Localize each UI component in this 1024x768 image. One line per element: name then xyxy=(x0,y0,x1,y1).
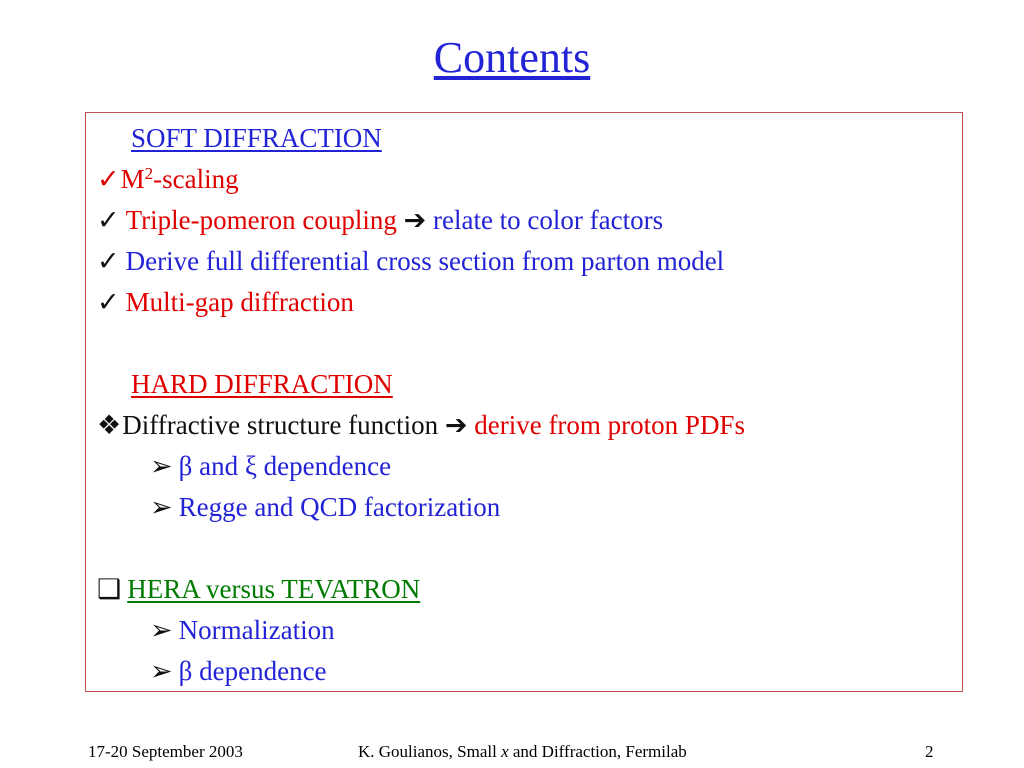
footer-citation xyxy=(358,742,687,762)
four-diamond-icon: ❖ xyxy=(97,410,122,440)
diffractive-structure-item xyxy=(97,409,745,441)
derive-cross-section-item xyxy=(97,245,724,277)
page-title: Contents xyxy=(433,33,591,82)
derive-cross-section-text: Derive full differential cross section from parton model xyxy=(125,246,725,276)
m2-suffix: -scaling xyxy=(153,164,239,194)
m2-superscript: 2 xyxy=(144,164,154,183)
footer-page-number: 2 xyxy=(925,742,934,761)
beta-xi-text: β and ξ dependence xyxy=(178,451,392,481)
footer-citation-suffix: and Diffraction, Fermilab xyxy=(508,742,687,761)
hera-tevatron-heading: HERA versus TEVATRON xyxy=(127,574,421,604)
square-bullet-icon: ❑ xyxy=(97,574,122,604)
hard-diffraction-heading: HARD DIFFRACTION xyxy=(131,369,393,399)
right-arrow-icon: ➔ xyxy=(403,205,427,235)
normalization-item xyxy=(150,614,335,646)
beta-dependence-text: β dependence xyxy=(178,656,327,686)
content-box xyxy=(85,112,963,692)
checkmark-icon: ✓ xyxy=(97,246,120,276)
footer-citation-var: x xyxy=(501,742,509,761)
normalization-text: Normalization xyxy=(178,615,335,645)
triple-pomeron-item xyxy=(97,204,663,236)
m2-scaling-item xyxy=(97,163,239,195)
regge-qcd-item xyxy=(150,491,500,523)
right-arrow-icon: ➔ xyxy=(444,410,468,440)
checkmark-icon: ✓ xyxy=(97,287,120,317)
beta-dependence-item xyxy=(150,655,327,687)
triangle-bullet-icon: ➢ xyxy=(150,451,173,481)
color-factors-text: relate to color factors xyxy=(432,205,664,235)
triangle-bullet-icon: ➢ xyxy=(150,615,173,645)
triangle-bullet-icon: ➢ xyxy=(150,656,173,686)
multi-gap-item xyxy=(97,286,354,318)
multi-gap-text: Multi-gap diffraction xyxy=(125,287,354,317)
proton-pdfs-text: derive from proton PDFs xyxy=(474,410,745,440)
checkmark-icon: ✓ xyxy=(97,164,120,194)
beta-xi-item xyxy=(150,450,391,482)
checkmark-icon: ✓ xyxy=(97,205,120,235)
diffractive-structure-text: Diffractive structure function xyxy=(122,410,439,440)
triple-pomeron-text: Triple-pomeron coupling xyxy=(125,205,397,235)
footer-date: 17-20 September 2003 xyxy=(88,742,243,761)
footer-citation-prefix: K. Goulianos, Small xyxy=(358,742,502,761)
triangle-bullet-icon: ➢ xyxy=(150,492,173,522)
hera-tevatron-item xyxy=(97,573,420,605)
soft-diffraction-heading: SOFT DIFFRACTION xyxy=(131,123,382,153)
regge-qcd-text: Regge and QCD factorization xyxy=(178,492,501,522)
m2-prefix: M xyxy=(120,164,145,194)
